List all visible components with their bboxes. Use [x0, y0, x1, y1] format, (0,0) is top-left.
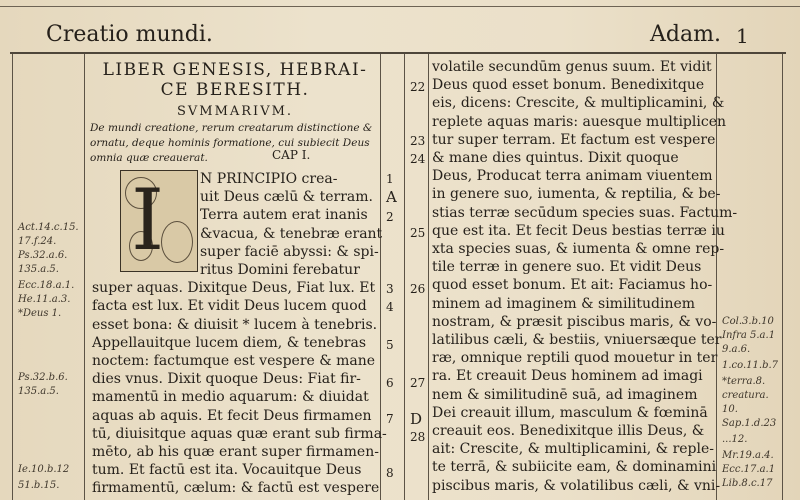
text-line: mamentū in medio aquarum: & diuidat	[92, 389, 369, 406]
text-line: tur super terram. Et factum est vespere	[432, 131, 716, 148]
text-line: Deus quod esset bonum. Benedixitque	[432, 77, 705, 94]
text-line: nostram, & præsit piscibus maris, & vo-	[432, 313, 717, 330]
text-line: mēto, ab his quæ erant super firmamen-	[92, 444, 379, 460]
text-line: N PRINCIPIO crea-	[200, 171, 338, 187]
book-title-line-1: LIBER GENESIS, HEBRAI-	[102, 60, 368, 80]
drop-cap-letter: I	[131, 171, 165, 269]
text-line: esset bona: & diuisit * lucem à tenebris.	[92, 316, 378, 333]
book-title-line-2: CE BERESITH.	[160, 80, 310, 100]
header-rule	[10, 52, 786, 54]
margin-reference: Sap.1.d.23	[722, 418, 777, 429]
column-rule-gutter-c	[428, 54, 429, 500]
margin-reference: Ps.32.a.6.	[18, 250, 68, 261]
verse-number: 4	[386, 300, 394, 314]
verse-number: 3	[386, 282, 394, 296]
summary-line: omnia quæ creauerat.	[90, 152, 208, 164]
margin-reference: Ie.10.b.12	[18, 464, 70, 475]
margin-reference: 1.co.11.b.7	[722, 360, 779, 371]
margin-reference: Act.14.c.15.	[18, 222, 79, 233]
text-line: super faciē abyssi: & spi-	[200, 243, 379, 260]
margin-reference: creatura.	[722, 390, 769, 401]
text-line: xta species suas, & iumenta & omne rep-	[432, 241, 725, 257]
text-line: Deus, Producat terra animam viuentem	[432, 168, 713, 185]
verse-number: 28	[410, 430, 426, 444]
text-line: Dei creauit illum, masculum & fœminā	[432, 404, 708, 421]
text-line: tum. Et factū est ita. Vocauitque Deus	[92, 462, 362, 479]
text-line: Terra autem erat inanis	[200, 207, 368, 224]
column-rule-left	[84, 54, 85, 500]
margin-reference: ...12.	[722, 434, 748, 445]
text-line: uit Deus cælū & terram.	[200, 189, 373, 206]
running-head-title: Creatio mundi.	[46, 22, 213, 47]
summarium-heading: SVMMARIVM.	[176, 104, 294, 119]
text-line: & mane dies quintus. Dixit quoque	[432, 150, 679, 166]
verse-number: 25	[410, 226, 426, 240]
verse-number: 2	[386, 210, 394, 224]
text-line: que est ita. Et fecit Deus bestias terræ iu	[432, 222, 725, 239]
text-line: minem ad imaginem & similitudinem	[432, 295, 696, 312]
text-line: noctem: factumque est vespere & mane	[92, 353, 376, 369]
text-line: replete aquas maris: auesque multiplicen	[432, 113, 726, 130]
text-line: ait: Crescite, & multiplicamini, & reple-	[432, 441, 715, 458]
verse-number: 8	[386, 466, 394, 480]
text-line: tū, diuisitque aquas quæ erant sub firma-	[92, 425, 387, 442]
text-line: ra. Et creauit Deus hominem ad imagi	[432, 368, 703, 385]
summary-line: ornatu, deque hominis formatione, cui subiecit Deus	[90, 137, 370, 149]
text-line: super aquas. Dixitque Deus, Fiat lux. Et	[92, 280, 376, 297]
column-rule-gutter-b	[404, 54, 405, 500]
column-rule-right-margin	[782, 54, 783, 500]
text-line: firmamentū, cælum: & factū est vespere	[92, 480, 380, 497]
decorated-initial	[120, 170, 198, 272]
margin-reference: Ecc.17.a.1	[722, 464, 776, 475]
verse-number: 5	[386, 338, 394, 352]
margin-reference: Mr.19.a.4.	[722, 450, 774, 461]
margin-reference: Ps.32.b.6.	[18, 372, 68, 383]
ornament-flourish-icon	[161, 221, 193, 263]
verse-number: 7	[386, 412, 394, 426]
text-line: quod esset bonum. Et ait: Faciamus ho-	[432, 277, 713, 294]
text-line: tile terræ in genere suo. Et vidit Deus	[432, 259, 702, 276]
text-line: aquas ab aquis. Et fecit Deus firmamen	[92, 407, 372, 424]
margin-reference: 51.b.15.	[18, 480, 60, 491]
verse-number: 26	[410, 282, 426, 296]
margin-reference: He.11.a.3.	[18, 294, 71, 305]
margin-reference: *Deus 1.	[18, 308, 62, 319]
text-line: eis, dicens: Crescite, & multiplicamini, &	[432, 95, 725, 112]
margin-reference: 135.a.5.	[18, 386, 59, 397]
running-head-subject: Adam.	[650, 22, 721, 47]
verse-number: 27	[410, 376, 426, 390]
top-rule	[0, 6, 800, 7]
margin-reference: Lib.8.c.17	[722, 478, 773, 489]
section-letter: D	[410, 410, 423, 428]
verse-number: 23	[410, 134, 426, 148]
text-line: ritus Domini ferebatur	[200, 262, 360, 278]
verse-number: 6	[386, 376, 394, 390]
margin-reference: Ecc.18.a.1.	[18, 280, 75, 291]
text-line: in genere suo, iumenta, & reptilia, & be-	[432, 186, 721, 203]
margin-reference: *terra.8.	[722, 376, 766, 387]
text-line: te terrā, & subiicite eam, & dominamini	[432, 459, 717, 476]
column-rule-left-margin	[12, 54, 13, 500]
text-line: dies vnus. Dixit quoque Deus: Fiat fir-	[92, 371, 361, 388]
margin-reference: 9.a.6.	[722, 344, 751, 355]
text-line: piscibus maris, & volatilibus cæli, & vni-	[432, 477, 721, 494]
verse-number: 22	[410, 80, 426, 94]
verse-number: 1	[386, 172, 394, 186]
summary-line: De mundi creatione, rerum creatarum distinctione &	[90, 122, 373, 134]
margin-reference: 135.a.5.	[18, 264, 59, 275]
text-line: nem & similitudinē suā, ad imaginem	[432, 386, 698, 403]
page-number: 1	[736, 24, 749, 48]
margin-reference: 10.	[722, 404, 738, 415]
margin-reference: 17.f.24.	[18, 236, 57, 247]
book-heading	[90, 60, 380, 165]
verse-number: 24	[410, 152, 426, 166]
text-line: ræ, omnique reptili quod mouetur in ter	[432, 350, 718, 367]
chapter-label: CAP I.	[272, 148, 311, 162]
text-line: &vacua, & tenebræ erant	[200, 225, 383, 242]
section-letter: A	[386, 188, 397, 206]
text-line: latilibus cæli, & bestiis, vniuersæque ter	[432, 332, 722, 348]
text-line: volatile secundūm genus suum. Et vidit	[432, 59, 712, 75]
text-line: Appellauitque lucem diem, & tenebras	[92, 334, 367, 351]
margin-reference: Col.3.b.10	[722, 316, 774, 327]
margin-reference: Infra 5.a.1	[722, 330, 776, 341]
text-line: facta est lux. Et vidit Deus lucem quod	[92, 298, 367, 315]
text-line: creauit eos. Benedixitque illis Deus, &	[432, 423, 705, 439]
running-head	[0, 8, 800, 52]
text-line: stias terræ secūdum species suas. Factum-	[432, 204, 738, 221]
